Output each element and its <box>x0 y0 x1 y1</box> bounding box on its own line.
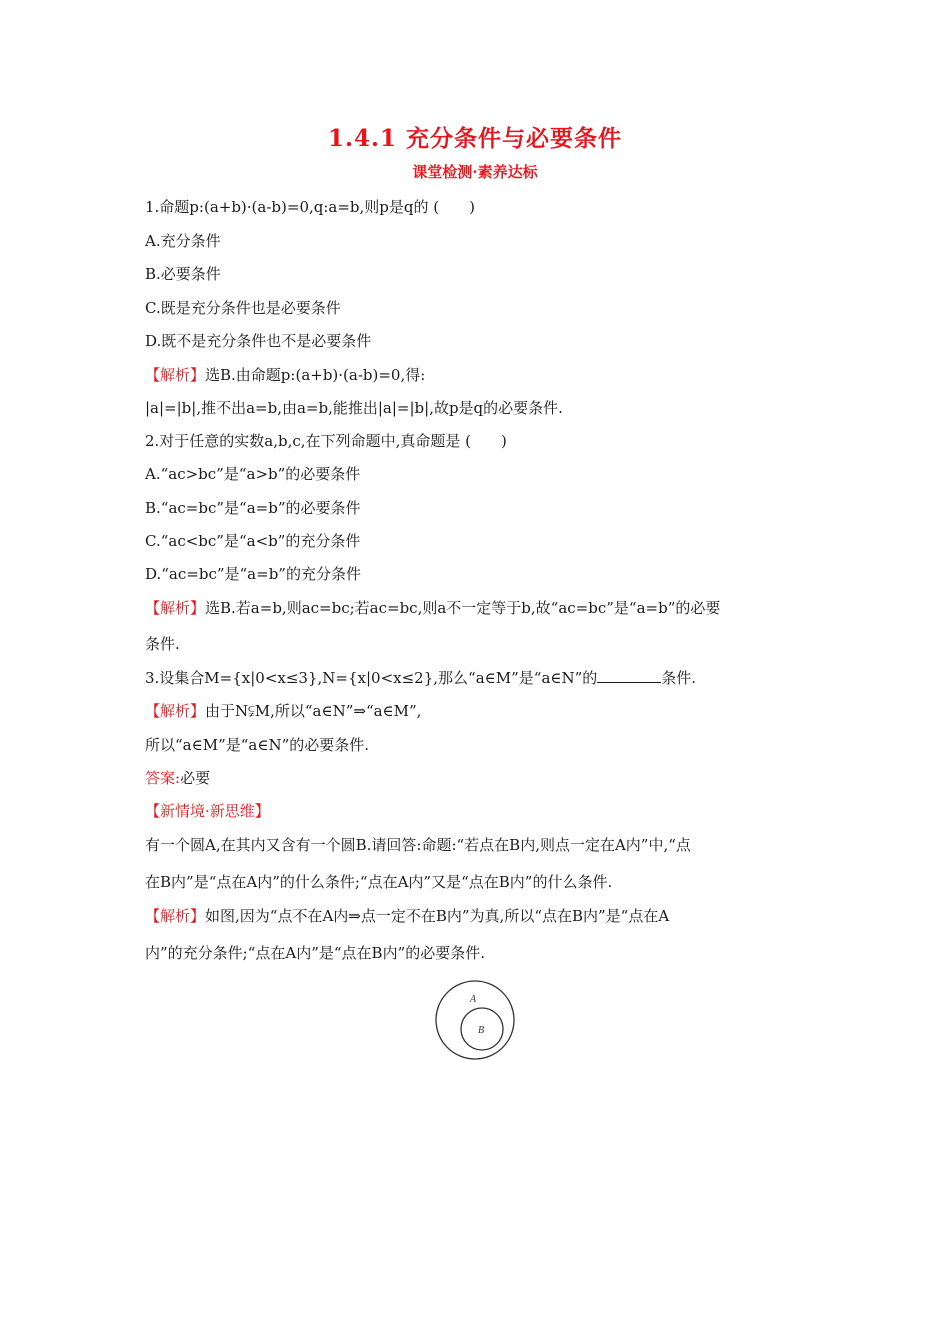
q1-analysis-text-1: 选B.由命题p:(a+b)·(a-b)=0,得: <box>205 366 426 384</box>
q4-stem-1: 有一个圆A,在其内又含有一个圆B.请回答:命题:“若点在B内,则点一定在A内”中,“点 <box>145 836 691 854</box>
outer-circle-a <box>436 981 514 1059</box>
q1-stem: 1.命题p:(a+b)·(a-b)=0,q:a=b,则p是q的 ( ) <box>145 198 475 216</box>
analysis-tag: 【解析】 <box>145 907 206 925</box>
q3-analysis-text-1: 由于N⫋M,所以“a∈N”⇒“a∈M”, <box>205 702 422 720</box>
q4-analysis <box>145 906 815 926</box>
q2-option-b: B.“ac=bc”是“a=b”的必要条件 <box>145 499 361 517</box>
q3-analysis <box>145 701 815 721</box>
q2-option-c: C.“ac<bc”是“a<b”的充分条件 <box>145 532 361 550</box>
q2-analysis-text-2: 条件. <box>145 635 180 653</box>
q3-stem-text: 3.设集合M={x|0<x≤3},N={x|0<x≤2},那么“a∈M”是“a∈N”的 <box>145 669 598 687</box>
q3-answer-text: 必要 <box>180 769 211 787</box>
q1-analysis-text-2: |a|=|b|,推不出a=b,由a=b,能推出|a|=|b|,故p是q的必要条件. <box>145 399 563 417</box>
q3-answer <box>145 768 815 788</box>
q2-analysis <box>145 598 815 618</box>
q1-option-b: B.必要条件 <box>145 265 221 283</box>
q3-analysis-text-2: 所以“a∈M”是“a∈N”的必要条件. <box>145 736 370 754</box>
section-tag: 【新情境·新思维】 <box>145 802 270 820</box>
page-title: 1.4.1 充分条件与必要条件 <box>327 125 623 152</box>
analysis-tag: 【解析】 <box>145 702 206 720</box>
q4-analysis-text-2: 内”的充分条件;“点在A内”是“点在B内”的必要条件. <box>145 944 486 962</box>
label-b: B <box>478 1025 485 1036</box>
page-subtitle: 课堂检测·素养达标 <box>412 163 538 181</box>
q2-analysis-text-1: 选B.若a=b,则ac=bc;若ac=bc,则a不一定等于b,故“ac=bc”是“a=b”的必要 <box>205 599 721 617</box>
q2-stem: 2.对于任意的实数a,b,c,在下列命题中,真命题是 ( ) <box>145 432 507 450</box>
analysis-tag: 【解析】 <box>145 366 206 384</box>
q2-option-a: A.“ac>bc”是“a>b”的必要条件 <box>145 465 361 483</box>
q3-stem-suffix: 条件. <box>661 669 697 687</box>
q1-option-d: D.既不是充分条件也不是必要条件 <box>145 332 372 350</box>
q1-option-a: A.充分条件 <box>145 232 221 250</box>
q4-analysis-text-1: 如图,因为“点不在A内⇒点一定不在B内”为真,所以“点在B内”是“点在A <box>205 907 670 925</box>
q4-stem-2: 在B内”是“点在A内”的什么条件;“点在A内”又是“点在B内”的什么条件. <box>145 873 613 891</box>
q1-analysis <box>145 365 815 385</box>
q1-option-c: C.既是充分条件也是必要条件 <box>145 299 341 317</box>
q3-stem <box>145 668 815 688</box>
answer-tag: 答案: <box>145 769 181 787</box>
label-a: A <box>470 994 477 1005</box>
answer-blank <box>597 668 661 683</box>
analysis-tag: 【解析】 <box>145 599 206 617</box>
nested-circles-figure <box>432 980 518 1060</box>
q2-option-d: D.“ac=bc”是“a=b”的充分条件 <box>145 565 361 583</box>
